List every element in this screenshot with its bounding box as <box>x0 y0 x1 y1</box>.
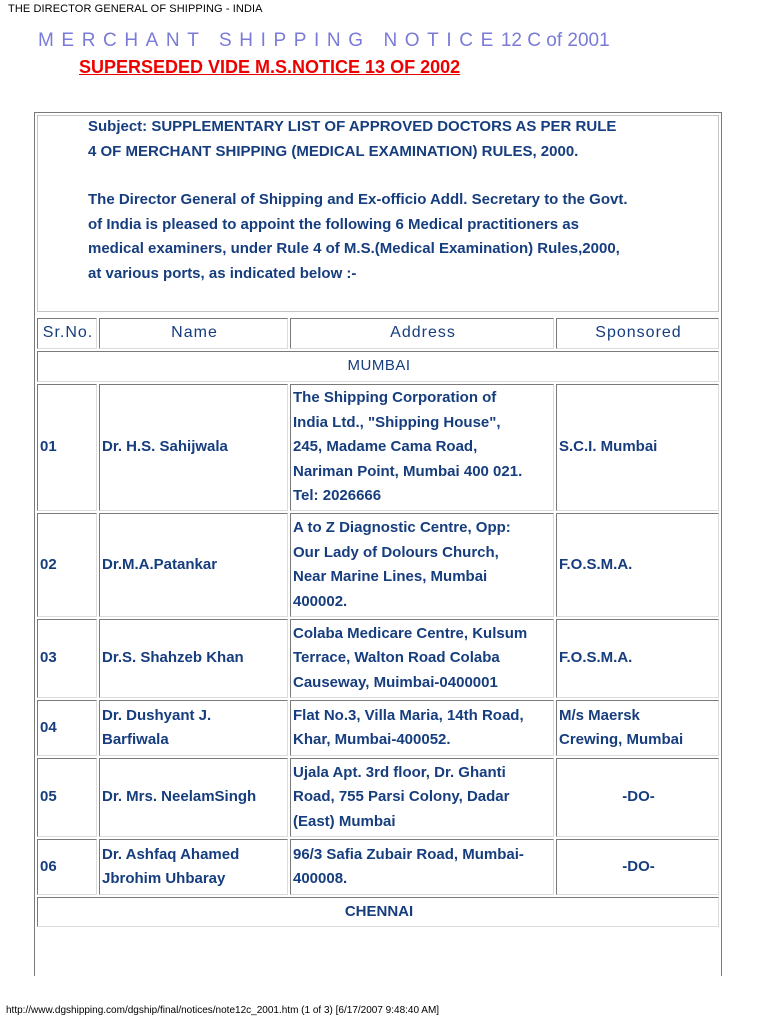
cell-sponsored: -DO- <box>556 839 719 895</box>
cell-sponsored: F.O.S.M.A. <box>556 619 719 698</box>
cell-srno: 01 <box>37 384 97 511</box>
cell-address: The Shipping Corporation of India Ltd., "Shipping House", 245, Madame Cama Road, Nariman Point, Mumbai 400 021. Tel: 2026666 <box>290 384 554 511</box>
intro-line: of India is pleased to appoint the following 6 Medical practitioners as <box>88 215 579 233</box>
cell-address: 96/3 Safia Zubair Road, Mumbai- 400008. <box>290 839 554 895</box>
cell-address: A to Z Diagnostic Centre, Opp: Our Lady of Dolours Church, Near Marine Lines, Mumbai 400002. <box>290 513 554 617</box>
cell-name: Dr. Mrs. NeelamSingh <box>99 758 288 837</box>
col-header-address: Address <box>290 318 554 349</box>
cell-srno: 05 <box>37 758 97 837</box>
superseded-notice-link[interactable]: SUPERSEDED VIDE M.S.NOTICE 13 OF 2002 <box>79 57 461 77</box>
cell-srno: 04 <box>37 700 97 756</box>
cell-sponsored: S.C.I. Mumbai <box>556 384 719 511</box>
cell-name: Dr.S. Shahzeb Khan <box>99 619 288 698</box>
cell-address: Colaba Medicare Centre, Kulsum Terrace, Walton Road Colaba Causeway, Muimbai-0400001 <box>290 619 554 698</box>
intro-line: The Director General of Shipping and Ex-officio Addl. Secretary to the Govt. <box>88 191 628 208</box>
cell-srno: 02 <box>37 513 97 617</box>
cell-name: Dr. Ashfaq Ahamed Jbrohim Uhbaray <box>99 839 288 895</box>
browser-footer-url: http://www.dgshipping.com/dgship/final/notices/note12c_2001.htm (1 of 3) [6/17/2007 9:48:40 AM] <box>6 1005 440 1016</box>
cell-srno: 06 <box>37 839 97 895</box>
cell-sponsored: M/s Maersk Crewing, Mumbai <box>556 700 719 756</box>
col-header-name: Name <box>99 318 288 349</box>
notice-title <box>38 30 610 52</box>
col-header-srno: Sr.No. <box>37 318 97 349</box>
notice-title-main: MERCHANT SHIPPING NOTICE <box>38 30 501 51</box>
subject-line: Subject: SUPPLEMENTARY LIST OF APPROVED DOCTORS AS PER RULE <box>88 118 617 135</box>
cell-name: Dr. Dushyant J. Barfiwala <box>99 700 288 756</box>
notice-title-number: 12 C of 2001 <box>500 30 610 51</box>
cell-srno: 03 <box>37 619 97 698</box>
subject-paragraph <box>88 115 616 164</box>
cell-address: Ujala Apt. 3rd floor, Dr. Ghanti Road, 755 Parsi Colony, Dadar (East) Mumbai <box>290 758 554 837</box>
city-row-mumbai: MUMBAI <box>37 351 719 382</box>
intro-line: at various ports, as indicated below :- <box>88 264 357 282</box>
cell-address: Flat No.3, Villa Maria, 14th Road, Khar, Mumbai-400052. <box>290 700 554 756</box>
cell-sponsored: F.O.S.M.A. <box>556 513 719 617</box>
subject-line: 4 OF MERCHANT SHIPPING (MEDICAL EXAMINATION) RULES, 2000. <box>88 142 579 160</box>
intro-line: medical examiners, under Rule 4 of M.S.(Medical Examination) Rules,2000, <box>88 240 620 257</box>
cell-sponsored: -DO- <box>556 758 719 837</box>
cell-name: Dr. H.S. Sahijwala <box>99 384 288 511</box>
cell-name: Dr.M.A.Patankar <box>99 513 288 617</box>
col-header-sponsored: Sponsored <box>556 318 719 349</box>
city-row-chennai: CHENNAI <box>37 897 719 927</box>
browser-header: THE DIRECTOR GENERAL OF SHIPPING - INDIA <box>8 3 263 15</box>
intro-paragraph <box>88 188 628 286</box>
